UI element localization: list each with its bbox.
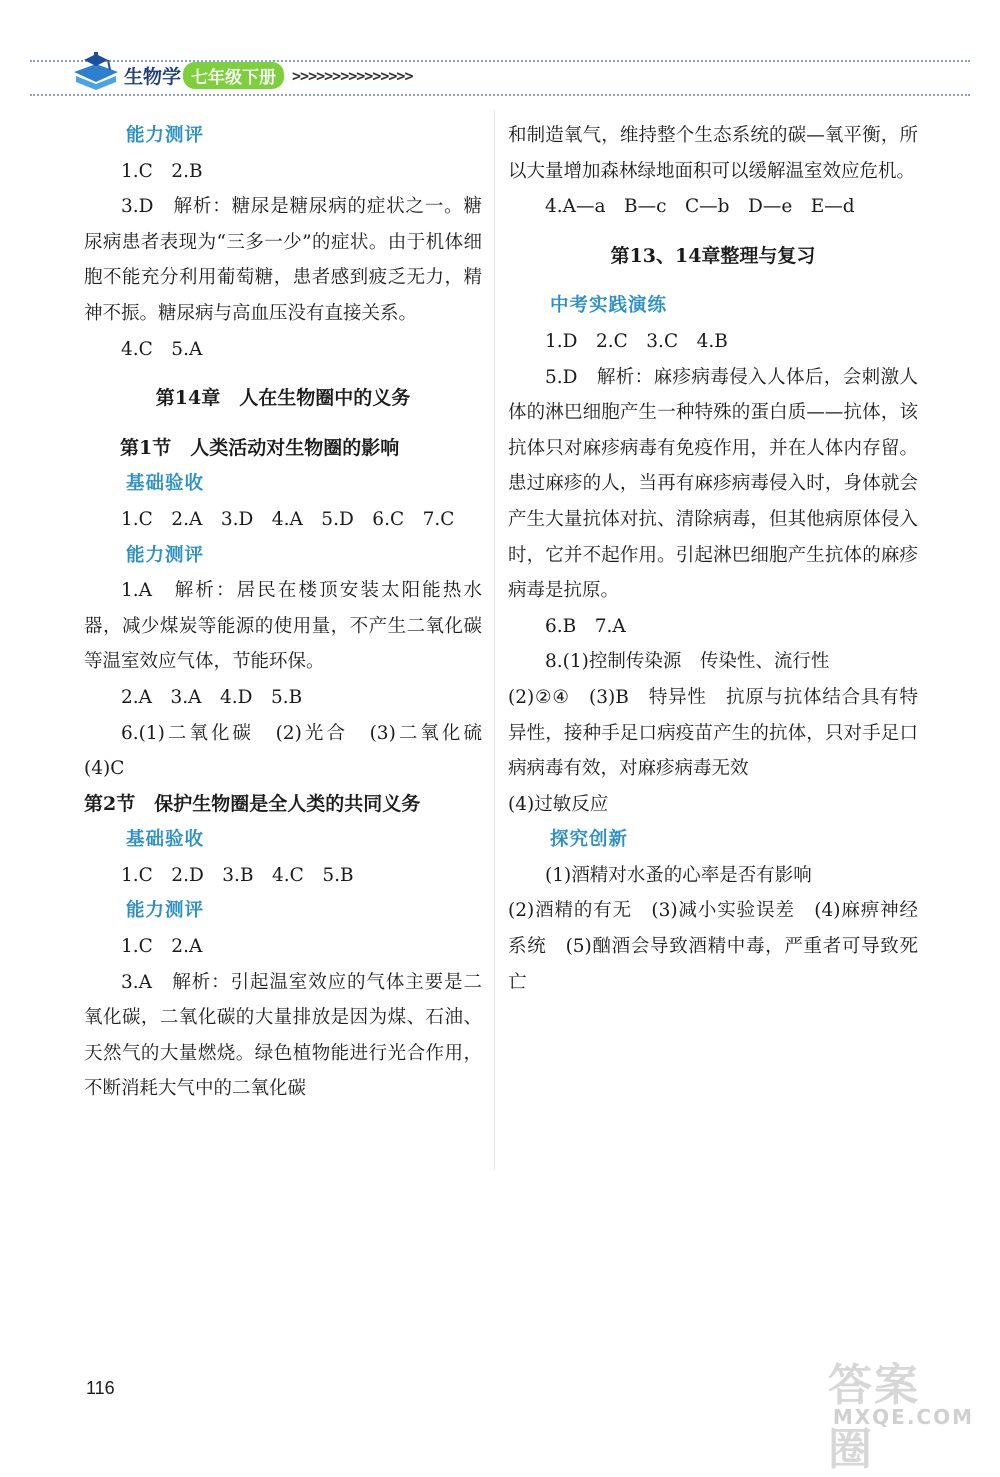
left-section-heading: 基础验收 xyxy=(126,473,205,495)
left-column xyxy=(84,118,501,1107)
left-answer-line: 1.C 2.A 3.D 4.A 5.D 6.C 7.C xyxy=(121,508,455,530)
left-answer-line: 4.C 5.A xyxy=(121,338,203,360)
right-answer-continuation: (4)过敏反应 xyxy=(508,793,609,815)
right-answer-continuation: 和制造氧气，维持整个生态系统的碳—氧平衡，所以大量增加森林绿地面积可以缓解温室效应危机。 xyxy=(508,125,918,182)
watermark-url: MXQE.COM xyxy=(832,1405,974,1429)
grade-badge: 七年级下册 xyxy=(183,62,284,89)
left-answer-line: 1.A 解析：居民在楼顶安装太阳能热水器，减少煤炭等能源的使用量，不产生二氧化碳等温室效应气体，节能环保。 xyxy=(84,580,482,673)
book-cap-icon xyxy=(70,50,122,90)
right-section-heading: 探究创新 xyxy=(550,829,629,851)
left-section-heading: 能力测评 xyxy=(126,900,205,922)
right-chapter-heading: 第13、14章整理与复习 xyxy=(610,244,816,267)
left-section-heading: 能力测评 xyxy=(126,125,205,146)
right-section-heading: 中考实践演练 xyxy=(550,295,668,317)
header-chevrons: >>>>>>>>>>>>>>> xyxy=(292,66,413,85)
right-answer-line: 8.(1)控制传染源 传染性、流行性 xyxy=(545,651,830,673)
left-chapter-heading: 第14章 人在生物圈中的义务 xyxy=(155,387,411,410)
left-answer-line: 1.C 2.A xyxy=(121,936,203,958)
right-answer-line: 1.D 2.C 3.C 4.B xyxy=(545,330,728,352)
left-section-heading: 能力测评 xyxy=(126,544,205,566)
left-answer-line: 3.A 解析：引起温室效应的气体主要是二氧化碳，二氧化碳的大量排放是因为煤、石油、天然气的大量燃烧。绿色植物能进行光合作用，不断消耗大气中的二氧化碳 xyxy=(84,971,482,1100)
page-number: 116 xyxy=(86,1378,115,1398)
header-dotted-rule-bottom xyxy=(30,94,970,96)
left-section-heading: 基础验收 xyxy=(126,829,205,851)
right-answer-continuation: (2)②④ (3)B 特异性 抗原与抗体结合具有特异性，接种手足口病疫苗产生的抗体，只对手足口病病毒有效，对麻疹病毒无效 xyxy=(508,686,918,780)
right-answer-line: 6.B 7.A xyxy=(545,615,626,637)
right-answer-continuation: (2)酒精的有无 (3)减小实验误差 (4)麻痹神经系统 (5)酗酒会导致酒精中毒，严重者可导致死亡 xyxy=(508,900,918,993)
right-answer-line: 5.D 解析：麻疹病毒侵入人体后，会刺激人体的淋巴细胞产生一种特殊的蛋白质——抗体，该抗体只对麻疹病毒有免疫作用，并在人体内存留。患过麻疹的人，当再有麻疹病毒侵入时，身体就会产生大量抗体对抗、清除病毒，但其他病原体侵入时，它并不起作用。引起淋巴细胞产生抗体的麻疹病毒是抗原。 xyxy=(508,366,918,602)
right-answer-line: 4.A—a B—c C—b D—e E—d xyxy=(545,196,855,218)
right-answer-line: (1)酒精对水蚤的心率是否有影响 xyxy=(545,864,812,886)
left-answer-line: 1.C 2.D 3.B 4.C 5.B xyxy=(121,864,354,886)
page-header xyxy=(0,0,1000,110)
right-column xyxy=(508,118,918,1000)
column-divider xyxy=(494,110,495,1170)
left-answer-line: 1.C 2.B xyxy=(121,160,203,182)
subject-title: 生物学 xyxy=(124,66,182,88)
left-subsection-heading: 第1节 人类活动对生物圈的影响 xyxy=(120,436,400,459)
left-answer-line: 2.A 3.A 4.D 5.B xyxy=(121,686,303,708)
left-answer-line: 6.(1)二氧化碳 (2)光合 (3)二氧化硫 (4)C xyxy=(84,722,501,780)
left-answer-line: 3.D 解析：糖尿是糖尿病的症状之一。糖尿病患者表现为“三多一少”的症状。由于机体细胞不能充分利用葡萄糖，患者感到疲乏无力，精神不振。糖尿病与高血压没有直接关系。 xyxy=(84,196,482,324)
watermark-text: 答案圈 xyxy=(828,1360,920,1475)
header-title xyxy=(124,62,412,89)
left-subsection-heading: 第2节 保护生物圈是全人类的共同义务 xyxy=(84,792,421,815)
watermark-logo xyxy=(828,1349,978,1475)
